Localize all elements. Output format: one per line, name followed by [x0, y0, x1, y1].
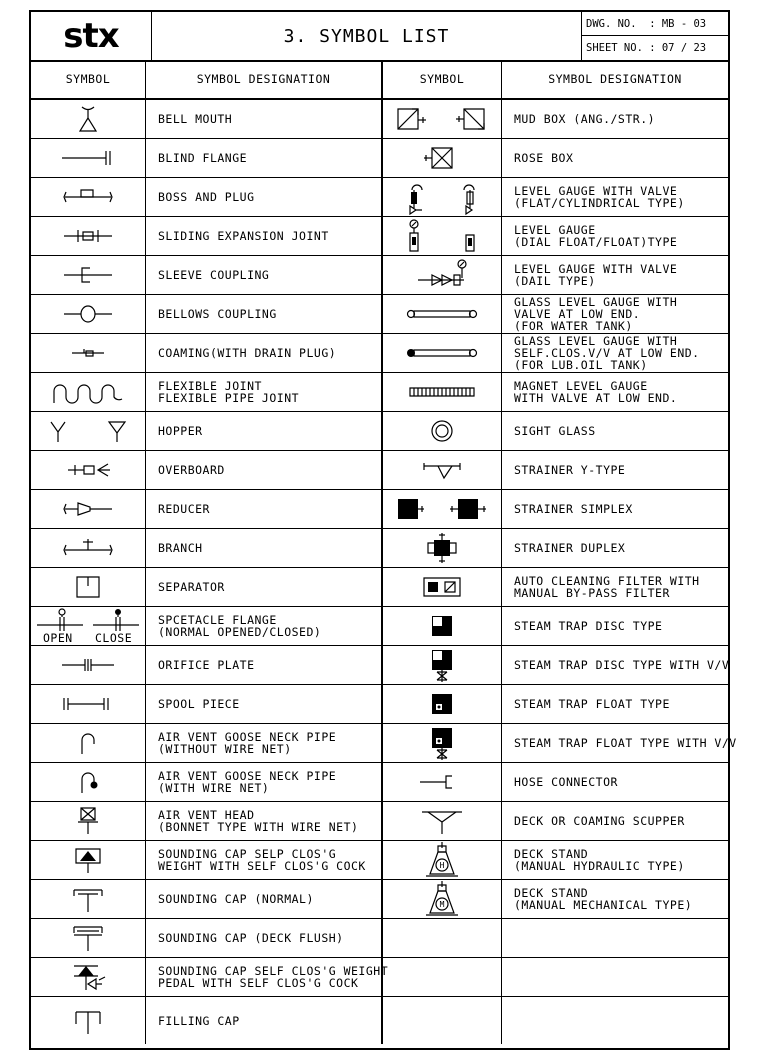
- symbol-designation: GLASS LEVEL GAUGE WITH SELF.CLOS.V/V AT LOW END. (FOR LUB.OIL TANK): [514, 334, 700, 372]
- symbol-cell: [383, 490, 502, 528]
- table-row: [31, 568, 728, 607]
- table-row: [31, 295, 728, 334]
- overboard-icon: [58, 455, 118, 485]
- designation-cell: [502, 256, 728, 294]
- symbol-designation: REDUCER: [158, 502, 210, 516]
- symbol-designation: BOSS AND PLUG: [158, 190, 255, 204]
- symbol-cell: [31, 178, 146, 216]
- hose-connector-icon: [412, 767, 472, 797]
- designation-cell: [502, 295, 728, 333]
- symbol-designation: OVERBOARD: [158, 463, 225, 477]
- symbol-cell: [31, 568, 146, 606]
- designation-cell: [502, 451, 728, 489]
- symbol-designation: STEAM TRAP FLOAT TYPE WITH V/V: [514, 736, 737, 750]
- designation-cell: [146, 763, 383, 801]
- symbol-cell: [31, 529, 146, 567]
- symbol-designation: STEAM TRAP DISC TYPE WITH V/V: [514, 658, 730, 672]
- table-row: [31, 490, 728, 529]
- flexible-joint-icon: [48, 377, 128, 407]
- symbol-designation: STRAINER DUPLEX: [514, 541, 626, 555]
- symbol-cell: [31, 997, 146, 1044]
- symbol-cell: [31, 880, 146, 918]
- symbol-designation: BELL MOUTH: [158, 112, 233, 126]
- designation-cell: [146, 646, 383, 684]
- page-title: 3. SYMBOL LIST: [152, 12, 582, 60]
- symbol-cell: [31, 334, 146, 372]
- symbol-designation: SPOOL PIECE: [158, 697, 240, 711]
- symbol-cell: [31, 373, 146, 411]
- level-gauge-valve-icon: [392, 180, 492, 214]
- designation-cell: [502, 724, 737, 762]
- symbol-cell: [383, 100, 502, 138]
- designation-cell: [502, 997, 728, 1044]
- symbol-cell: [383, 880, 502, 918]
- orifice-plate-icon: [58, 650, 118, 680]
- symbol-designation: STEAM TRAP DISC TYPE: [514, 619, 663, 633]
- svg-text:H: H: [439, 861, 445, 870]
- symbol-cell: [31, 412, 146, 450]
- designation-cell: [146, 841, 383, 879]
- strainer-duplex-icon: [412, 531, 472, 565]
- symbol-cell: [383, 178, 502, 216]
- sounding-cap-deck-flush-icon: [58, 923, 118, 953]
- symbol-cell: [383, 997, 502, 1044]
- column-header-symbol-right: SYMBOL: [419, 72, 465, 86]
- glass-level-gauge-self-closing-icon: [402, 338, 482, 368]
- level-gauge-dail-valve-icon: [402, 258, 482, 292]
- strainer-y-type-icon: [412, 455, 472, 485]
- symbol-cell: [31, 763, 146, 801]
- symbol-cell: [383, 295, 502, 333]
- symbol-cell: [383, 256, 502, 294]
- symbol-cell: [383, 139, 502, 177]
- sight-glass-icon: [412, 416, 472, 446]
- symbol-designation: AIR VENT GOOSE NECK PIPE (WITHOUT WIRE NET): [158, 730, 337, 756]
- symbol-cell: [31, 685, 146, 723]
- sounding-cap-self-closing-icon: [58, 845, 118, 875]
- table-header-row: [31, 60, 728, 100]
- branch-icon: [58, 533, 118, 563]
- designation-cell: [146, 178, 383, 216]
- spectacle-flange-icon: [33, 607, 143, 645]
- designation-cell: [146, 529, 383, 567]
- blind-flange-icon: [58, 143, 118, 173]
- filling-cap-icon: [58, 1006, 118, 1036]
- table-row: [31, 841, 728, 880]
- symbol-cell: [31, 139, 146, 177]
- symbol-cell: [383, 373, 502, 411]
- designation-cell: [502, 646, 728, 684]
- symbol-cell: [31, 841, 146, 879]
- symbol-cell: [383, 568, 502, 606]
- symbol-designation: SEPARATOR: [158, 580, 225, 594]
- designation-cell: [146, 607, 383, 645]
- table-row: [31, 412, 728, 451]
- symbol-cell: [383, 763, 502, 801]
- table-row: [31, 100, 728, 139]
- drawing-number: DWG. NO. : MB - 03: [582, 12, 728, 36]
- symbol-designation: STEAM TRAP FLOAT TYPE: [514, 697, 670, 711]
- symbol-cell: [31, 490, 146, 528]
- symbol-cell: [31, 724, 146, 762]
- sliding-expansion-joint-icon: [58, 221, 118, 251]
- symbol-designation: FILLING CAP: [158, 1013, 240, 1028]
- designation-cell: [146, 139, 383, 177]
- symbol-designation: SIGHT GLASS: [514, 424, 596, 438]
- designation-cell: [146, 217, 383, 255]
- designation-cell: [146, 958, 389, 996]
- symbol-designation: SLEEVE COUPLING: [158, 268, 270, 282]
- designation-cell: [502, 529, 728, 567]
- symbol-cell: [383, 412, 502, 450]
- spectacle-close-label: CLOSE: [95, 631, 133, 645]
- svg-text:M: M: [439, 900, 445, 909]
- symbol-cell: [383, 217, 502, 255]
- symbol-cell: [383, 646, 502, 684]
- designation-cell: [502, 568, 728, 606]
- symbol-designation: COAMING(WITH DRAIN PLUG): [158, 346, 337, 360]
- designation-cell: [502, 217, 728, 255]
- symbol-designation: AUTO CLEANING FILTER WITH MANUAL BY-PASS FILTER: [514, 574, 700, 600]
- symbol-designation: SOUNDING CAP SELF CLOS'G WEIGHT PEDAL WITH SELF CLOS'G COCK: [158, 964, 389, 990]
- bell-mouth-icon: [58, 104, 118, 134]
- symbol-cell: [383, 841, 502, 879]
- auto-cleaning-filter-icon: [412, 572, 472, 602]
- spool-piece-icon: [58, 689, 118, 719]
- symbol-cell: [383, 451, 502, 489]
- designation-cell: [502, 919, 728, 957]
- designation-cell: [502, 373, 728, 411]
- symbol-designation: LEVEL GAUGE (DIAL FLOAT/FLOAT)TYPE: [514, 223, 678, 249]
- deck-stand-mechanical-icon: [412, 881, 472, 917]
- designation-cell: [502, 841, 728, 879]
- level-gauge-dial-icon: [392, 219, 492, 253]
- title-block: [31, 12, 728, 62]
- table-row: [31, 178, 728, 217]
- designation-cell: [146, 802, 383, 840]
- sounding-cap-normal-icon: [58, 884, 118, 914]
- sheet-number: SHEET NO. : 07 / 23: [586, 42, 707, 54]
- symbol-designation: GLASS LEVEL GAUGE WITH VALVE AT LOW END. (FOR WATER TANK): [514, 295, 678, 333]
- designation-cell: [146, 412, 383, 450]
- hopper-icon: [43, 416, 133, 446]
- symbol-designation: LEVEL GAUGE WITH VALVE (DAIL TYPE): [514, 262, 678, 288]
- table-row: [31, 139, 728, 178]
- designation-cell: [502, 802, 728, 840]
- separator-icon: [58, 572, 118, 602]
- steam-trap-disc-valve-icon: [412, 648, 472, 682]
- symbol-designation: HOSE CONNECTOR: [514, 775, 618, 789]
- column-header-designation-left: SYMBOL DESIGNATION: [196, 72, 331, 86]
- symbol-designation: DECK OR COAMING SCUPPER: [514, 814, 685, 828]
- designation-cell: [146, 490, 383, 528]
- symbol-designation: SOUNDING CAP SELP CLOS'G WEIGHT WITH SELF CLOS'G COCK: [158, 847, 366, 873]
- symbol-cell: [31, 646, 146, 684]
- designation-cell: [146, 997, 383, 1044]
- symbol-cell: [31, 100, 146, 138]
- table-row: [31, 256, 728, 295]
- symbol-cell: [31, 607, 146, 645]
- mud-box-icon: [392, 104, 492, 134]
- symbol-cell: [31, 451, 146, 489]
- column-header-designation-right: SYMBOL DESIGNATION: [548, 72, 682, 86]
- symbol-designation: ROSE BOX: [514, 151, 574, 165]
- symbol-designation: BRANCH: [158, 541, 203, 555]
- symbol-designation: BELLOWS COUPLING: [158, 307, 277, 321]
- designation-cell: [146, 568, 383, 606]
- designation-cell: [502, 412, 728, 450]
- symbol-designation: ORIFICE PLATE: [158, 658, 255, 672]
- symbol-designation: BLIND FLANGE: [158, 151, 248, 165]
- designation-cell: [502, 958, 728, 996]
- symbol-cell: [31, 217, 146, 255]
- symbol-cell: [31, 802, 146, 840]
- designation-cell: [146, 100, 383, 138]
- designation-cell: [146, 256, 383, 294]
- symbol-cell: [383, 919, 502, 957]
- designation-cell: [146, 880, 383, 918]
- magnet-level-gauge-icon: [402, 377, 482, 407]
- designation-cell: [146, 685, 383, 723]
- symbol-cell: [383, 334, 502, 372]
- designation-cell: [502, 139, 728, 177]
- rose-box-icon: [412, 143, 472, 173]
- bellows-coupling-icon: [58, 299, 118, 329]
- symbol-cell: [383, 802, 502, 840]
- designation-cell: [146, 919, 383, 957]
- table-row: [31, 529, 728, 568]
- designation-cell: [502, 178, 728, 216]
- symbol-cell: [31, 256, 146, 294]
- symbol-designation: DECK STAND (MANUAL HYDRAULIC TYPE): [514, 847, 685, 873]
- symbol-designation: AIR VENT HEAD (BONNET TYPE WITH WIRE NET): [158, 808, 359, 834]
- symbol-designation: LEVEL GAUGE WITH VALVE (FLAT/CYLINDRICAL TYPE): [514, 184, 685, 210]
- table-row: [31, 997, 728, 1044]
- designation-cell: [502, 763, 728, 801]
- air-vent-gooseneck-net-icon: [58, 767, 118, 797]
- steam-trap-float-icon: [412, 689, 472, 719]
- symbol-designation: AIR VENT GOOSE NECK PIPE (WITH WIRE NET): [158, 769, 337, 795]
- column-header-symbol-left: SYMBOL: [65, 72, 111, 86]
- designation-cell: [146, 334, 383, 372]
- table-row: [31, 802, 728, 841]
- sounding-cap-pedal-icon: [58, 962, 118, 992]
- designation-cell: [146, 295, 383, 333]
- symbol-designation: HOPPER: [158, 424, 203, 438]
- symbol-cell: [383, 607, 502, 645]
- strainer-simplex-icon: [392, 494, 492, 524]
- table-row: [31, 334, 728, 373]
- symbol-designation: MUD BOX (ANG./STR.): [514, 112, 656, 126]
- symbol-cell: [31, 919, 146, 957]
- designation-cell: [502, 334, 728, 372]
- symbol-cell: [383, 529, 502, 567]
- reducer-icon: [58, 494, 118, 524]
- symbol-designation: DECK STAND (MANUAL MECHANICAL TYPE): [514, 886, 693, 912]
- symbol-designation: SOUNDING CAP (NORMAL): [158, 892, 314, 906]
- steam-trap-disc-icon: [412, 611, 472, 641]
- table-row: [31, 724, 737, 763]
- designation-cell: [146, 451, 383, 489]
- symbol-designation: SOUNDING CAP (DECK FLUSH): [158, 931, 344, 945]
- table-row: [31, 958, 728, 997]
- table-row: [31, 373, 728, 412]
- symbol-designation: MAGNET LEVEL GAUGE WITH VALVE AT LOW END.: [514, 379, 678, 405]
- deck-scupper-icon: [412, 806, 472, 836]
- glass-level-gauge-icon: [402, 299, 482, 329]
- coaming-drain-plug-icon: [58, 338, 118, 368]
- sleeve-coupling-icon: [58, 260, 118, 290]
- air-vent-head-icon: [58, 806, 118, 836]
- table-row: [31, 919, 728, 958]
- steam-trap-float-valve-icon: [412, 726, 472, 760]
- symbol-list-sheet: [29, 10, 737, 1050]
- table-row: [31, 646, 728, 685]
- symbol-designation: STRAINER Y-TYPE: [514, 463, 626, 477]
- symbol-cell: [383, 685, 502, 723]
- symbol-designation: SLIDING EXPANSION JOINT: [158, 229, 329, 243]
- symbol-cell: [31, 958, 146, 996]
- designation-cell: [146, 373, 383, 411]
- symbol-cell: [383, 958, 502, 996]
- designation-cell: [146, 724, 383, 762]
- table-row: [31, 763, 728, 802]
- spectacle-open-label: OPEN: [43, 631, 73, 645]
- designation-cell: [502, 685, 728, 723]
- company-logo: stx: [31, 12, 152, 60]
- table-row: [31, 607, 728, 646]
- designation-cell: [502, 100, 728, 138]
- symbol-cell: [31, 295, 146, 333]
- table-row: [31, 880, 728, 919]
- symbol-designation: FLEXIBLE JOINT FLEXIBLE PIPE JOINT: [158, 379, 300, 405]
- table-row: [31, 217, 728, 256]
- symbol-designation: STRAINER SIMPLEX: [514, 502, 633, 516]
- symbol-designation: SPCETACLE FLANGE (NORMAL OPENED/CLOSED): [158, 613, 322, 639]
- table-row: [31, 685, 728, 724]
- boss-and-plug-icon: [58, 182, 118, 212]
- air-vent-gooseneck-icon: [58, 728, 118, 758]
- designation-cell: [502, 607, 728, 645]
- table-row: [31, 451, 728, 490]
- symbol-cell: [383, 724, 502, 762]
- designation-cell: [502, 880, 728, 918]
- deck-stand-hydraulic-icon: [412, 842, 472, 878]
- designation-cell: [502, 490, 728, 528]
